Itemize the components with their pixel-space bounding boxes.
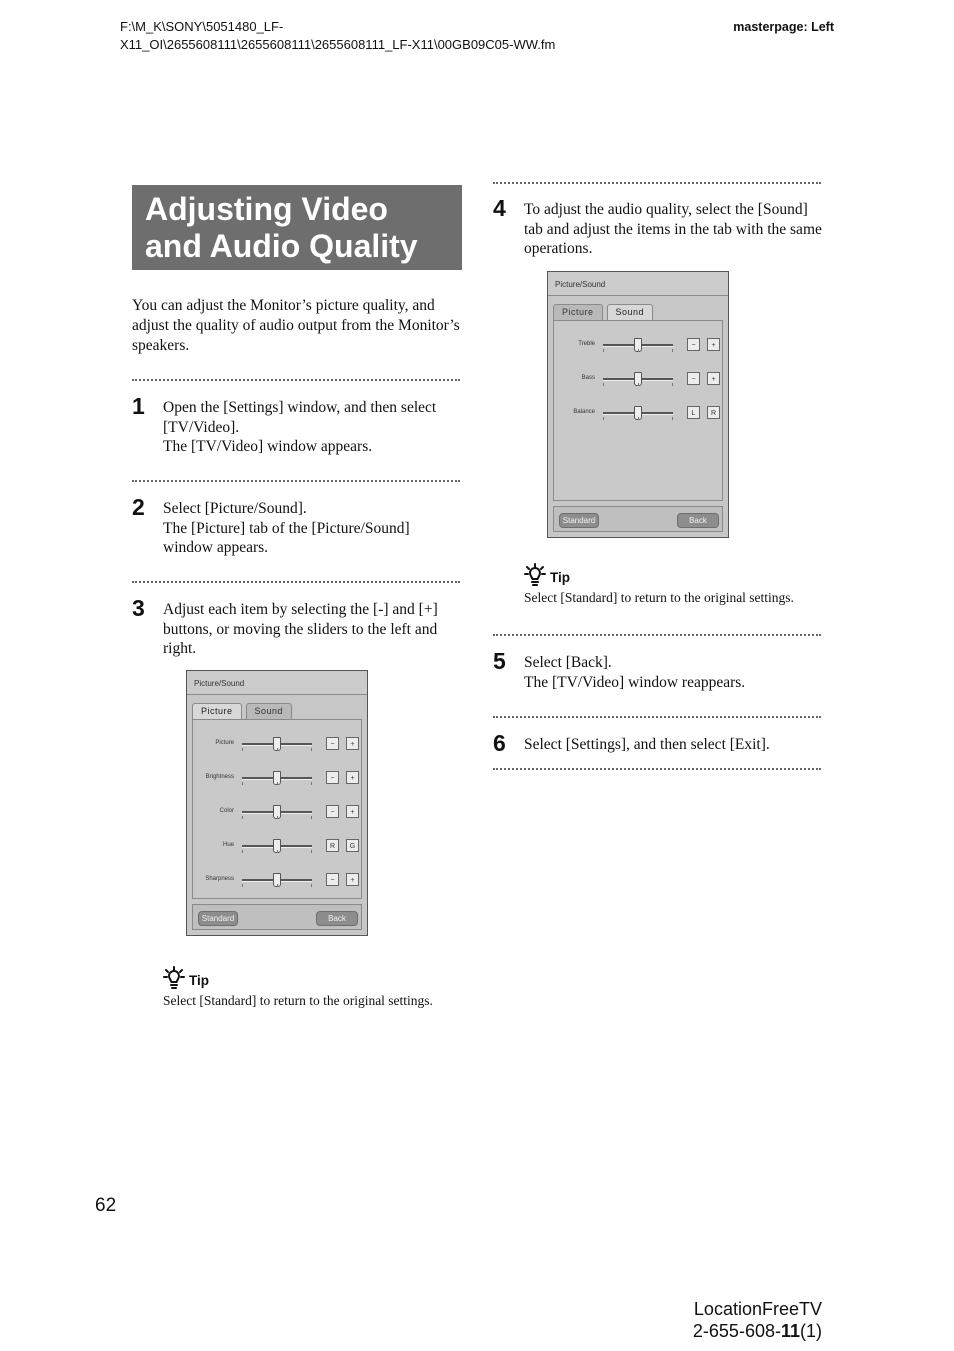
slider-tick	[277, 782, 278, 785]
slider-tick	[603, 383, 604, 386]
right-button[interactable]: R	[707, 406, 720, 419]
window-button-bar	[553, 506, 723, 532]
standard-button[interactable]: Standard	[559, 513, 599, 528]
slider-tick	[638, 417, 639, 420]
row-label: Sharpness	[205, 876, 234, 882]
window-title: Picture/Sound	[548, 272, 728, 296]
row-label: Color	[219, 808, 234, 814]
masterpage-label: masterpage: Left	[733, 20, 834, 34]
slider-track[interactable]	[242, 811, 312, 814]
slider-tick	[603, 349, 604, 352]
file-path-header	[120, 18, 680, 54]
step-line: To adjust the audio quality, select the [Sound] tab and adjust the items in the tab with the same operations.	[524, 201, 822, 257]
footer-code-prefix: 2-655-608-	[692, 1321, 781, 1341]
tip-label: Tip	[189, 972, 209, 988]
slider-tick	[638, 383, 639, 386]
slider-tick	[277, 816, 278, 819]
dotted-divider	[493, 634, 821, 636]
minus-button[interactable]: −	[326, 873, 339, 886]
slider-tick	[672, 349, 673, 352]
slider-tick	[603, 417, 604, 420]
picture-sound-window-picture-tab	[186, 670, 368, 936]
slider-row-brightness	[193, 768, 361, 788]
slider-tick	[277, 748, 278, 751]
section-title-line1: Adjusting Video	[145, 191, 388, 227]
step-number: 6	[493, 730, 506, 756]
dotted-divider	[132, 379, 460, 381]
tip-text: Select [Standard] to return to the original settings.	[163, 993, 433, 1008]
plus-button[interactable]: +	[346, 737, 359, 750]
lightbulb-icon	[163, 966, 185, 990]
footer-code-suffix: (1)	[800, 1321, 822, 1341]
row-label: Picture	[215, 740, 234, 746]
file-path-line1: F:\M_K\SONY\5051480_LF-	[120, 19, 284, 34]
row-label: Balance	[573, 409, 595, 415]
step-3	[132, 595, 462, 659]
back-button[interactable]: Back	[316, 911, 358, 926]
tip-left	[163, 966, 483, 1010]
slider-tick	[242, 884, 243, 887]
step-number: 3	[132, 595, 145, 621]
dotted-divider	[132, 581, 460, 583]
green-button[interactable]: G	[346, 839, 359, 852]
slider-tick	[311, 782, 312, 785]
slider-row-treble	[554, 335, 722, 355]
slider-track[interactable]	[242, 845, 312, 848]
standard-button[interactable]: Standard	[198, 911, 238, 926]
settings-panel	[553, 320, 723, 501]
step-line: The [Picture] tab of the [Picture/Sound] window appears.	[163, 519, 410, 556]
step-2	[132, 494, 462, 558]
footer-product: LocationFreeTV	[693, 1299, 822, 1319]
step-line: Select [Picture/Sound].	[163, 500, 307, 517]
red-button[interactable]: R	[326, 839, 339, 852]
row-label: Brightness	[205, 774, 234, 780]
step-line: Select [Back].	[524, 654, 612, 671]
slider-track[interactable]	[242, 777, 312, 780]
slider-tick	[242, 748, 243, 751]
section-title	[132, 185, 462, 270]
slider-row-picture	[193, 734, 361, 754]
slider-row-color	[193, 802, 361, 822]
slider-tick	[277, 850, 278, 853]
slider-tick	[277, 884, 278, 887]
step-text	[163, 600, 462, 659]
tab-bar	[553, 304, 653, 320]
step-number: 5	[493, 648, 506, 674]
row-label: Hue	[222, 842, 234, 848]
slider-tick	[242, 782, 243, 785]
slider-tick	[311, 884, 312, 887]
slider-track[interactable]	[242, 879, 312, 882]
minus-button[interactable]: −	[326, 805, 339, 818]
dotted-divider	[493, 768, 821, 770]
row-label: Treble	[578, 341, 595, 347]
step-5	[493, 648, 823, 692]
step-line: Select [Settings], and then select [Exit].	[524, 736, 770, 753]
slider-tick	[638, 349, 639, 352]
step-line: The [TV/Video] window appears.	[163, 438, 373, 455]
slider-row-bass	[554, 369, 722, 389]
tab-picture[interactable]: Picture	[553, 304, 603, 321]
slider-tick	[242, 816, 243, 819]
dotted-divider	[493, 182, 821, 184]
lightbulb-icon	[524, 563, 546, 587]
slider-track[interactable]	[603, 378, 673, 381]
slider-track[interactable]	[242, 743, 312, 746]
slider-tick	[311, 748, 312, 751]
left-button[interactable]: L	[687, 406, 700, 419]
step-1	[132, 393, 462, 457]
step-number: 1	[132, 393, 145, 419]
plus-button[interactable]: +	[346, 873, 359, 886]
step-text	[524, 200, 823, 259]
minus-button[interactable]: −	[326, 737, 339, 750]
section-title-line2: and Audio Quality	[145, 228, 418, 264]
slider-tick	[242, 850, 243, 853]
window-button-bar	[192, 904, 362, 930]
tab-sound[interactable]: Sound	[607, 304, 654, 321]
slider-tick	[311, 850, 312, 853]
slider-tick	[672, 417, 673, 420]
step-6	[493, 730, 823, 756]
tip-right	[524, 563, 844, 607]
slider-tick	[672, 383, 673, 386]
slider-row-balance	[554, 403, 722, 423]
step-number: 2	[132, 494, 145, 520]
tip-text: Select [Standard] to return to the original settings.	[524, 590, 794, 605]
step-text	[524, 653, 823, 692]
plus-button[interactable]: +	[346, 805, 359, 818]
step-line: Open the [Settings] window, and then select [TV/Video].	[163, 399, 437, 436]
plus-button[interactable]: +	[707, 372, 720, 385]
tab-picture[interactable]: Picture	[192, 703, 242, 720]
picture-sound-window-sound-tab	[547, 271, 729, 538]
step-text	[524, 735, 823, 755]
step-text	[163, 499, 462, 558]
back-button[interactable]: Back	[677, 513, 719, 528]
step-text	[163, 398, 462, 457]
row-label: Bass	[581, 375, 595, 381]
plus-button[interactable]: +	[346, 771, 359, 784]
page-number: 62	[95, 1195, 117, 1216]
settings-panel	[192, 719, 362, 899]
slider-row-sharpness	[193, 870, 361, 890]
slider-tick	[311, 816, 312, 819]
intro-paragraph: You can adjust the Monitor’s picture quality, and adjust the quality of audio output from the Monitor’s speakers.	[132, 297, 460, 354]
minus-button[interactable]: −	[687, 338, 700, 351]
tip-label: Tip	[550, 569, 570, 585]
tab-bar	[192, 703, 292, 719]
file-path-line2: X11_OI\2655608111\2655608111\2655608111_LF-X11\00GB09C05-WW.fm	[120, 37, 556, 52]
dotted-divider	[132, 480, 460, 482]
window-title: Picture/Sound	[187, 671, 367, 695]
step-4	[493, 195, 823, 259]
tab-sound[interactable]: Sound	[246, 703, 293, 720]
footer-code-bold: 11	[780, 1321, 800, 1341]
plus-button[interactable]: +	[707, 338, 720, 351]
minus-button[interactable]: −	[326, 771, 339, 784]
step-line: Adjust each item by selecting the [-] and [+] buttons, or moving the sliders to the left and right.	[163, 601, 438, 657]
step-number: 4	[493, 195, 506, 221]
footer-code	[693, 1320, 822, 1342]
footer	[693, 1298, 822, 1342]
dotted-divider	[493, 716, 821, 718]
slider-track[interactable]	[603, 412, 673, 415]
slider-track[interactable]	[603, 344, 673, 347]
minus-button[interactable]: −	[687, 372, 700, 385]
slider-row-hue	[193, 836, 361, 856]
step-line: The [TV/Video] window reappears.	[524, 673, 746, 691]
